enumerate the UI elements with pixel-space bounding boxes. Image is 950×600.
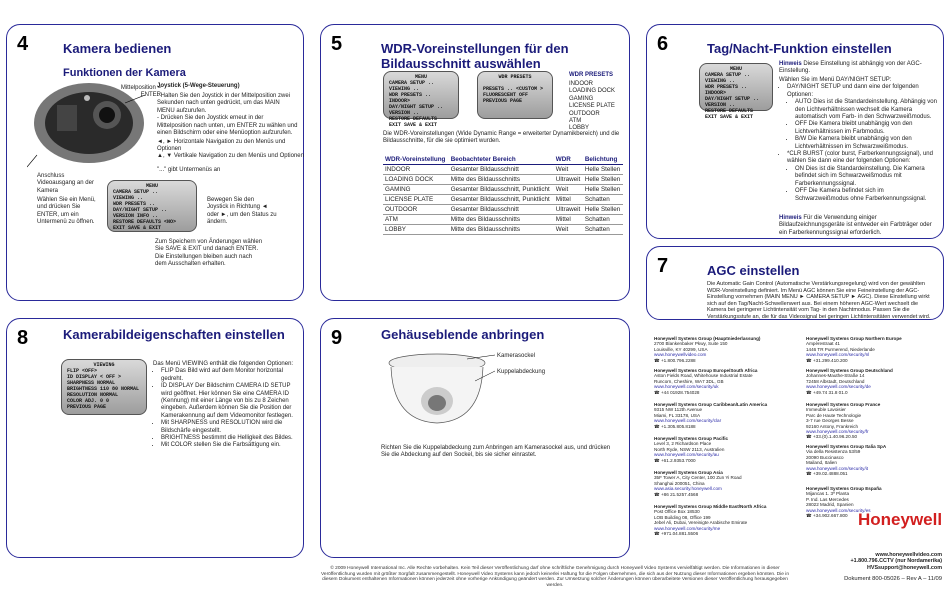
cell: INDOOR	[383, 165, 449, 175]
hint-label: Hinweis	[779, 61, 802, 67]
contact-7	[806, 444, 931, 476]
menu-item: RESOLUTION NORMAL	[67, 392, 119, 398]
column-header: Beobachteter Bereich	[449, 155, 554, 165]
section-subtitle: Funktionen der Kamera	[63, 67, 186, 79]
contact-name: Honeywell Systems Group Europe/South Africa	[654, 368, 758, 373]
contact-6	[654, 436, 779, 463]
contact-line: 3-7 rue Georges Besse	[806, 418, 854, 424]
column-header: WDR	[554, 155, 583, 165]
contact-phone: ☎ +971.04.881.5506	[654, 531, 699, 537]
contact-line: Aston Fields Road, Whitehouse Industrial Estate	[654, 373, 753, 379]
choose-text: Wählen Sie im Menü DAY/NIGHT SETUP:	[779, 77, 892, 83]
contact-line: Johannes-Mauthe-Straße 14	[806, 373, 865, 379]
contact-phone: ☎ +61.2.9353.7000	[654, 457, 696, 463]
contact-line: Jebel Ali, Dubai, Vereinigte Arabische Emirate	[654, 520, 748, 526]
intro-text: Das Menü VIEWING enthält die folgenden Optionen:	[153, 361, 294, 367]
viewing-menu-screen	[61, 359, 147, 415]
wdr-list-item: LICENSE PLATE	[569, 103, 615, 110]
hint-text: Diese Einstellung ist abhängig von der AGC-Einstellung.	[779, 61, 922, 75]
contact-name: Honeywell Systems Group España	[806, 486, 882, 491]
table-row	[383, 205, 623, 215]
video-out-label: Anschluss Videoausgang an der Kamera	[37, 173, 94, 194]
horizontal-nav-text: ◄, ► Horizontale Navigation zu den Menüs und Optionen	[157, 139, 286, 153]
column-header: Belichtung	[583, 155, 623, 165]
menu-item: FLIP <OFF>	[67, 368, 98, 374]
cell: Mitte des Bildausschnitts	[449, 175, 554, 185]
contact-phone: ☎ +31.299.410.200	[806, 357, 848, 363]
suboption-list	[779, 166, 939, 203]
wdr-list	[569, 81, 629, 133]
menu-item: VIEWING ..	[113, 195, 144, 201]
contact-name: Honeywell Systems Group Caribbean/Latin America	[654, 402, 768, 407]
option-bw: • B/W Die Kamera bleibt unabhängig von den Lichtverhältnissen im Schwarzweißmodus.	[795, 136, 939, 151]
agc-text: Die Automatic Gain Control (Automatische Verstärkungsregelung) wird von der gewählten WDR-Voreinstellung definiert. Im Menü AGC können Sie eine Feineinstellung der AGC-Einstellung vornehmen (MAIN MENU ► CAMERA SETUP ► AGC). Diese Einstellung wirkt sich auf den Tag/Nacht-Schwellenwert aus. Bei einem höheren AGC-Wert wechselt die Kamera bei geringerer Lichtintensität vom Tag- in den Nachtmodus. Passen Sie die Verstärkungsstufe an, die für das Videosignal bei geringen Lichtintensitäten verwendet wird.	[707, 281, 931, 320]
section-title: AGC einstellen	[707, 263, 800, 278]
brand-phone: +1.800.796.CCTV (nur Nordamerika)	[850, 558, 942, 565]
menu-item: WDR PRESETS .. INDOOR>	[389, 92, 432, 104]
option-list	[153, 368, 299, 449]
contact-line: LOB Building 08, Office 199	[654, 514, 711, 520]
menu-item: PRESETS .. <CUSTOM >	[483, 86, 544, 92]
contact-line: 92160 Antony, Frankreich	[806, 423, 859, 429]
contact-name: Honeywell Systems Group Middle East/North Africa	[654, 504, 767, 509]
menu-item: CAMERA SETUP ..	[113, 189, 159, 195]
contact-line: Via della Resistenza 53/59	[806, 449, 861, 455]
section-number: 8	[17, 327, 29, 349]
menu-item: PREVIOUS PAGE	[483, 98, 523, 104]
menu-item: RESTORE DEFAULTS	[705, 108, 754, 114]
cell: Mittel	[554, 195, 583, 205]
wdr-list-title: WDR PRESETS	[569, 72, 614, 78]
cell: GAMING	[383, 185, 449, 195]
main-menu-screen	[107, 180, 197, 232]
hint-label: Hinweis	[779, 215, 802, 221]
menu-item: DAY/NIGHT SETUP ..	[113, 207, 168, 213]
contact-phone: ☎ +44 01928.754028	[654, 389, 700, 395]
wdr-presets-screen	[477, 71, 553, 119]
menu-item: VIEWING ..	[705, 78, 736, 84]
honeywell-logo: Honeywell	[858, 510, 943, 529]
wdr-table	[383, 155, 623, 235]
panel-6	[646, 24, 944, 239]
contact-line: Post Office Box 18530	[654, 509, 700, 515]
contact-name: Honeywell Systems Group (Hauptniederlassung)	[654, 336, 761, 341]
cell: Weit	[554, 185, 583, 195]
copyright-footer: © 2009 Honeywell International Inc. Alle Rechte vorbehalten. Kein Teil dieser Veröffentlichung darf ohne schriftliche Genehmigung durch Honeywell Video Systems vervielfältigt werden. Die Informationen in dieser Veröffentlichung wurden mit größter Sorgfalt zusammengestellt. Honeywell Video Systems kann jedoch keinerlei Haftung für die Folgen übernehmen, die sich aus der Nutzung dieser Informationen ergeben könnten. Die in diesem Dokument enthaltenen Informationen können jederzeit ohne vorherige Ankündigung geändert werden. Zur Umsetzung solcher Änderungen können überarbeitete Versionen dieser Veröffentlichung herausgegeben werden.	[320, 566, 790, 588]
contact-line: Immeuble Lavoisier	[806, 407, 846, 413]
menu-head: MENU	[729, 66, 742, 72]
hint-text: Für die Verwendung einiger Bildaufzeichnungsgeräte ist entweder ein Farbträger oder ein Farberkennungssignal erforderlich.	[779, 215, 932, 236]
viewing-options	[153, 361, 299, 450]
menu-item: WDR PRESETS ..	[113, 201, 156, 207]
cell: LICENSE PLATE	[383, 195, 449, 205]
option-list	[779, 151, 939, 166]
panel-8	[6, 318, 304, 558]
move-joystick-text: Bewegen Sie den Joystick in Richtung ◄ oder ►, um den Status zu ändern.	[207, 197, 277, 226]
menu-item: DAY/NIGHT SETUP ..	[705, 96, 760, 102]
cell: Ultraweit	[554, 205, 583, 215]
cell: Helle Stellen	[583, 165, 623, 175]
brand-web[interactable]: www.honeywellvideo.com	[875, 552, 942, 558]
contact-line: Level 3, 2 Richardson Place	[654, 441, 712, 447]
cell: Helle Stellen	[583, 205, 623, 215]
contact-phone: ☎ +39.02.4888.051	[806, 471, 848, 477]
option-color: • Mit COLOR stellen Sie die Farbsättigung ein.	[161, 442, 299, 449]
contact-line: Miami, FL 33178, USA	[654, 412, 701, 418]
dome-camera-illustration	[385, 351, 495, 427]
cell: Mitte des Bildausschnitts	[449, 215, 554, 225]
menu-item: BRIGHTNESS 110 80 NORMAL	[67, 386, 140, 392]
contact-name: Honeywell Systems Group Northern Europe	[806, 336, 902, 341]
wdr-list-item: GAMING	[569, 95, 594, 102]
menu-item: RESTORE DEFAULTS <NO>	[113, 219, 177, 225]
joystick-desc: - Halten Sie den Joystick in der Mittelposition zwei Sekunden nach unten gedrückt, um das MAIN MENU aufzurufen. - Drücken Sie den Joystick erneut in der Mittelposition nach unten, um ENTER zu wählen und einen Bildschirm oder eine Menüoption aufzurufen.	[157, 93, 298, 137]
contact-line: P. Ind. Las Mercedes	[806, 496, 849, 502]
contact-name: Honeywell Systems Group Pacific	[654, 436, 729, 441]
menu-item: ID DISPLAY < OFF >	[67, 374, 122, 380]
wdr-list-item: INDOOR	[569, 81, 593, 87]
cell: Helle Stellen	[583, 185, 623, 195]
option-sharpness: • Mit SHARPNESS und RESOLUTION wird die Bildschärfe eingestellt.	[161, 420, 299, 435]
contact-line: 20090 Buccinasco	[806, 454, 844, 460]
menu-item: RESTORE DEFAULTS	[389, 116, 438, 122]
contact-phone: ☎ +86 21.5257.4568	[654, 491, 699, 497]
menu-item: SHARPNESS NORMAL	[67, 380, 116, 386]
contact-line: 35F Tower A, City Center, 100 Zun Yi Road	[654, 475, 742, 481]
daynight-instructions	[779, 77, 939, 203]
table-header-row	[383, 155, 623, 165]
table-row	[383, 175, 623, 185]
cell: Gesamter Bildausschnitt	[449, 165, 554, 175]
cell: Helle Stellen	[583, 175, 623, 185]
option-off: • OFF Die Kamera bleibt unabhängig von den Lichtverhältnissen im Farbmodus.	[795, 121, 939, 136]
main-menu-screen	[699, 63, 773, 120]
submenu-hint: "..." gibt Untermenüs an	[157, 167, 221, 173]
brand-info	[796, 552, 942, 571]
choose-menu-text: Wählen Sie ein Menü, und drücken Sie ENTER, um ein Untermenü zu öffnen.	[37, 197, 96, 226]
section-title: WDR-Voreinstellungen für den Bildausschnitt auswählen	[381, 41, 569, 71]
contact-line: Mijancas 1. 3ª Planta	[806, 491, 850, 497]
contact-8	[654, 470, 779, 497]
menu-head: MENU	[145, 183, 158, 189]
wdr-list-item: OUTDOOR	[569, 110, 600, 117]
panel-7	[646, 246, 944, 320]
menu-item: COLOR ADJ. 0 0	[67, 398, 110, 404]
section-number: 9	[331, 327, 343, 349]
contact-line: 72458 Albstadt, Deutschland	[806, 378, 865, 384]
contact-line: Ampèrestraat 41	[806, 341, 840, 347]
cell: Weit	[554, 165, 583, 175]
contact-3	[806, 368, 931, 395]
cell: Ultraweit	[554, 175, 583, 185]
cell: OUTDOOR	[383, 205, 449, 215]
menu-item: FLUORESCENT OFF	[483, 92, 529, 98]
document-number: Dokument 800-05026 – Rev A – 11/09	[844, 576, 942, 582]
menu-head: MENU	[414, 74, 427, 80]
contact-1	[806, 336, 931, 363]
suboption-list	[779, 99, 939, 151]
option-daynight: • DAY/NIGHT SETUP und dann eine der folgenden Optionen:	[787, 84, 939, 99]
section-title: Kamerabildeigenschaften einstellen	[63, 327, 285, 342]
cell: Mittel	[554, 215, 583, 225]
cell: ATM	[383, 215, 449, 225]
contact-name: Honeywell Systems Group Asia	[654, 470, 723, 475]
column-header: WDR-Voreinstellung	[383, 155, 449, 165]
contact-line: 2700 Blankenbaker Pkwy, Suite 150	[654, 341, 728, 347]
wdr-list-item: LOADING DOCK	[569, 88, 616, 95]
brand-mail[interactable]: HVSsupport@honeywell.com	[866, 564, 942, 571]
option-clr-burst: • *CLR BURST (color burst, Farberkennungssignal), und wählen Sie dann eine der folgenden Optionen:	[787, 151, 939, 166]
section-number: 5	[331, 33, 343, 55]
menu-item: EXIT SAVE & EXIT	[705, 114, 754, 120]
mid-position-label: Mittelposition = ENTER	[120, 85, 161, 99]
cell: Gesamter Bildausschnitt, Punktlicht	[449, 195, 554, 205]
contact-link[interactable]: www.honeywell.com/security/de	[806, 384, 871, 390]
wdr-description: Die WDR-Voreinstellungen (Wide Dynamic Range = erweiterter Dynamikbereich) und die Bildausschnitte, für die sie optimiert wurden.	[383, 131, 620, 145]
contact-line: 9315 NW 112th Avenue	[654, 407, 703, 413]
cell: Weit	[554, 225, 583, 235]
contact-10	[654, 504, 779, 536]
contact-phone: ☎ +33.(0).1.40.96.20.50	[806, 434, 858, 440]
contact-name: Honeywell Systems Group Italia SpA	[806, 444, 887, 449]
cell: Schatten	[583, 215, 623, 225]
main-menu-screen	[383, 71, 459, 128]
contact-line: Shanghai 200051, China	[654, 480, 705, 486]
contact-line: 28022 Madrid, Spanien	[806, 502, 854, 508]
menu-item: VIEWING ..	[389, 86, 420, 92]
cell: Gesamter Bildausschnitt	[449, 205, 554, 215]
vertical-nav-text: ▲, ▼ Vertikale Navigation zu den Menüs und Optionen	[157, 153, 304, 159]
panel-5	[320, 24, 630, 301]
menu-item: EXIT SAVE & EXIT	[113, 225, 162, 231]
contact-link[interactable]: www.honeywell.com/security/it	[806, 465, 869, 471]
option-on: • ON Dies ist die Standardeinstellung. Die Kamera befindet sich im Schwarzweißmodus mit Farberkennungssignal.	[795, 166, 939, 188]
contact-phone: ☎ +49.74 31.8 01.0	[806, 389, 848, 395]
menu-item: VERSION ..	[389, 110, 420, 116]
option-off2: • OFF Die Kamera befindet sich im Schwarzweißmodus ohne Farberkennungssignal.	[795, 188, 939, 203]
contact-link[interactable]: www.honeywell.com/security/clar	[654, 418, 722, 424]
menu-item: VERSION INFO ..	[113, 213, 159, 219]
contact-link[interactable]: www.honeywell.com/security/es	[806, 507, 871, 513]
contact-phone: ☎ +1.800.796.2288	[654, 357, 696, 363]
hint-1	[779, 61, 939, 76]
contact-line: Mailand, Italien	[806, 460, 837, 466]
cell: Gesamter Bildausschnitt, Punktlicht	[449, 185, 554, 195]
contact-name: Honeywell Systems Group Deutschland	[806, 368, 893, 373]
cell: Schatten	[583, 225, 623, 235]
section-number: 6	[657, 33, 669, 55]
contact-line: North Ryde, NSW 2113, Australien	[654, 446, 725, 452]
section-number: 4	[17, 33, 29, 55]
contact-phone: ☎ +34.902.667.800	[806, 513, 848, 519]
wdr-list-item: LOBBY	[569, 125, 590, 132]
dome-instructions: Richten Sie die Kuppelabdeckung zum Anbringen am Kamerasockel aus, und drücken Sie die Abdeckung auf den Sockel, bis sie sicher einrastet.	[381, 445, 611, 459]
hint-2	[779, 215, 939, 237]
contact-4	[654, 402, 779, 429]
option-id-display: • ID DISPLAY Der Bildschirm CAMERA ID SETUP wird geöffnet. Hier können Sie eine CAMERA ID (Kennung) mit einer Länge von bis zu 8 Zeichen eingeben. Außerdem können Sie die Position der Kamerakennung auf dem Videomonitor festlegen.	[161, 383, 299, 420]
table-row	[383, 165, 623, 175]
contact-line: 1446 TR Purmerend, Niederlande	[806, 346, 875, 352]
contact-5	[806, 402, 931, 440]
panel-4	[6, 24, 304, 301]
cell: LOADING DOCK	[383, 175, 449, 185]
menu-item: DAY/NIGHT SETUP ..	[389, 104, 444, 110]
table-row	[383, 195, 623, 205]
contact-line: Parc de Haute Technologie	[806, 412, 862, 418]
contact-link[interactable]: www.honeywell.com/security/au	[654, 452, 719, 458]
menu-item: PREVIOUS PAGE	[67, 404, 107, 410]
option-brightness: • BRIGHTNESS bestimmt die Helligkeit des Bildes.	[161, 435, 299, 442]
menu-head: WDR PRESETS	[498, 74, 532, 80]
contact-link[interactable]: www.honeywell.com/security/me	[654, 525, 721, 531]
panel-9	[320, 318, 630, 558]
contact-name: Honeywell Systems Group France	[806, 402, 881, 407]
wdr-list-item: ATM	[569, 118, 582, 125]
contact-link[interactable]: www.honeywellvideo.com	[654, 352, 707, 358]
contact-link[interactable]: www.honeywell.com/security/uk	[654, 384, 719, 390]
dome-cover-label: Kuppelabdeckung	[497, 369, 546, 375]
table-row	[383, 225, 623, 235]
contact-line: Runcorn, Cheshire, WA7 3DL, GB	[654, 378, 724, 384]
contact-link[interactable]: www.asia.security.honeywell.com	[654, 486, 722, 492]
section-title: Tag/Nacht-Funktion einstellen	[707, 41, 892, 56]
menu-item: VERSION ..	[705, 102, 736, 108]
contact-line: Louisville, KY 40299, USA	[654, 346, 708, 352]
menu-item: EXIT SAVE & EXIT	[389, 122, 438, 128]
contact-link[interactable]: www.honeywell.com/security/fr	[806, 429, 869, 435]
option-auto: • AUTO Dies ist die Standardeinstellung. Abhängig von den Lichtverhältnissen wechselt die Kamera automatisch vom Farb- in den Schwarzweißmodus.	[795, 99, 939, 121]
camera-base-label: Kamerasockel	[497, 353, 536, 359]
option-list	[779, 84, 939, 99]
contact-2	[654, 368, 779, 395]
joystick-title: Joystick (5-Wege-Steuerung)	[157, 83, 240, 89]
cell: Mitte des Bildausschnitts	[449, 225, 554, 235]
option-flip: • FLIP Das Bild wird auf dem Monitor horizontal gedreht.	[161, 368, 299, 383]
section-number: 7	[657, 255, 669, 277]
table-row	[383, 185, 623, 195]
section-title: Gehäuseblende anbringen	[381, 327, 545, 342]
menu-head: VIEWING	[93, 362, 115, 368]
table-row	[383, 215, 623, 225]
contact-link[interactable]: www.honeywell.com/security/nl	[806, 352, 870, 358]
contact-0	[654, 336, 779, 363]
save-text: Zum Speichern von Änderungen wählen Sie SAVE & EXIT und danach ENTER. Die Einstellungen bleiben auch nach dem Ausschalten erhalten.	[155, 239, 263, 268]
cell: Schatten	[583, 195, 623, 205]
contact-phone: ☎ +1.305.805.8188	[654, 423, 696, 429]
menu-item: CAMERA SETUP ..	[389, 80, 435, 86]
section-title: Kamera bedienen	[63, 41, 172, 56]
menu-item: WDR PRESETS .. INDOOR>	[705, 84, 748, 96]
cell: LOBBY	[383, 225, 449, 235]
menu-item: CAMERA SETUP ..	[705, 72, 751, 78]
